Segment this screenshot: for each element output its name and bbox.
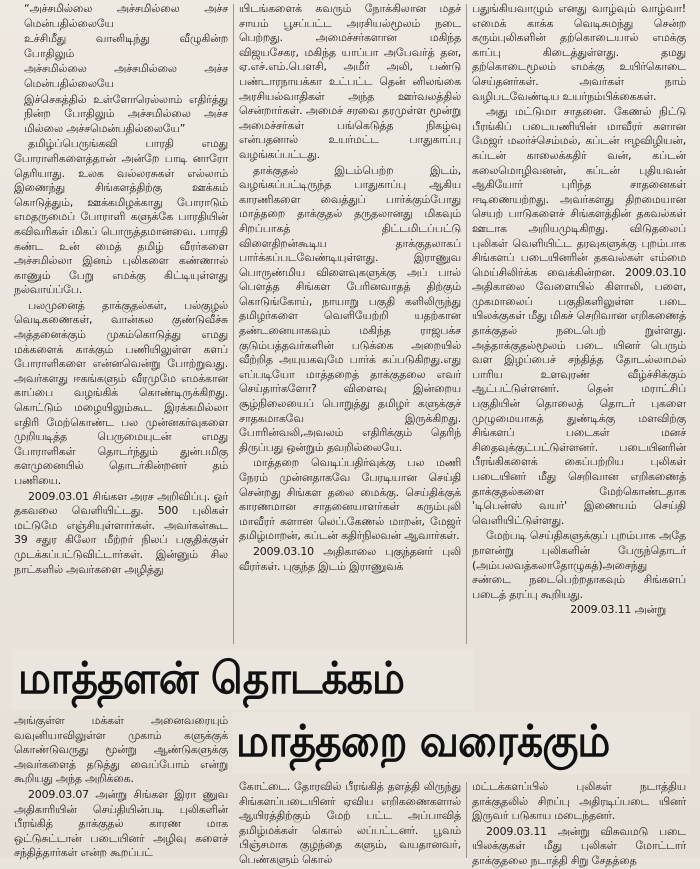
article-paragraph: மட்டக்களப்பில் புலிகள் நடாத்திய தாக்குதலில் சிறப்பு அதிரடிப்படை யினர் இருவர் படுகாய மடைந்தனர். (472, 780, 686, 823)
poem-line: இச்செகத்தில் உள்ளோரெல்லாம் எதிர்த்து நின்ற போதிலும் அச்சமில்லை அச்ச மில்லை அச்சமென்பதில்லையே” (24, 92, 228, 135)
headline-first: மாத்தளன் தொடக்கம் (18, 653, 404, 704)
column-divider (233, 4, 234, 644)
article-paragraph: 2009.03.10 அதிகாலை புகுந்தனர் புலி வீரர்கள். புகுந்த இடம் இராணுவக் (239, 544, 461, 573)
article-paragraph: அங்குள்ள மக்கள் அனைவரையும் வவுனியாவிலுள்ள முகாம் களுக்குக் கொண்டுவருது மூன்று ஆண்டுகளுக்கு அவர்களைத் தடுத்து வைப்போம் என்று கூறியது அந்த அறிக்கை. (14, 714, 228, 786)
article-paragraph: 2009.03.01 சிங்கள அரச அறிவிப்பு. ஓர் தகவலை வெளியிட்டது. 500 புலிகள் மட்டுமே எஞ்சியுள்ளார்கள். அவர்கள்கூட 39 சதுர கிலோ மீற்றர் நிலப் பகுதிக்குள் முடக்கப்பட்டுவிட்டார்கள். இன்னும் சில நாட்களில் அவர்களை அழித்து (14, 489, 228, 576)
poem-line: உச்சிமீது வானிடிந்து வீழுகின்ற போதிலும் (24, 32, 228, 60)
article-paragraph: பதுங்கியவாழும் எனது வாழ்வும் வாழ்வா! எமைக் காக்க வெடிசுமந்து சென்ற கரும்புலிகளின் தற்கொடையால் எமக்கு காப்பு கிடைத்துள்ளது. தமது தற்கொடைமூலம் எமக்கு உயிர்கொடை செய்தனர்கள். அவர்கள் நாம் வழிபடவேண்டிய உயர்நம்பிக்கைகள். (472, 2, 686, 103)
poem-line: “அச்சமில்லை அச்சமில்லை அச்ச மென்பதில்லையே (24, 2, 228, 30)
column-2-bottom (239, 780, 461, 866)
article-paragraph: 2009.03.07 அன்று சிங்கள இரா ணுவ அதிகாரியின் செய்தியின்படி புலிகளின் பீரங்கித் தாக்குதல் காரண மாக ஒட்டுசுட்டான் படையினர் அழிவு களைச் சந்தித்தார்கள் என்ற கூறப்பட் (14, 787, 228, 860)
column-2-top (239, 2, 461, 682)
article-paragraph: அது மட்டுமா சாதனை. கேணல் நிட்டு பீரங்கிப் படையணியின் மாவீரர் களான மேஜர் மலர்ச்செம்மல், கப்டன் ஈழவிழியன், கப்டன் காலைக்கதிர் வன், கப்டன் கலைமொழிவனன், கப்டன் புதியவன் ஆகியோர் புரிந்த சாதனைகள் ஈடிணையற்றது. அவர்களது திறமையான செயற் பாடுகளைச் சிங்களத்தின் தகவல்கள் ஊடாக அறியமுடிகிறது. விடுதலைப் புலிகள் வெளியிட்ட தரவுகளுக்கு புறம்பாக சிங்களப் படையினரின் தகவல்கள் எம்மை மெய்சிலிர்க்க வைக்கின்றன. 2009.03.10 அதிகாலை வேளையில் கிளாலி, பளை, முகமாலைப் பகுதிகளிலுள்ள படை யிலக்குகள் மீது மிகச் செறிவான எறிகணைத் தாக்குதல் நடைபெற் றுள்ளது. அத்தாக்குதல்மூலம் படை யினர் பெரும் வள இழப்பைச் சந்தித்த தோடல்லாமல் பாரிய உளவுரண் வீழ்ச்சிக்கும் ஆட்பட்டுள்ளனர். தென் மராட்சிப் பகுதியின் தொலைத் தொடர் புகளை முழுமையாகத் துண்டிக்கு மளவிற்கு சிங்களப் படைகள் மனச் சிதைவுக்குட்பட்டுள்ளனர். படையினரின் பீரங்கிகளைக் கைப்பற்றிய புலிகள் படையினர் மீது செறிவான எறிகணைத் தாக்குதல்களை மேற்கொண்டதாக 'டிபென்ஸ் வயர்' இணையம் செய்தி வெளியிட்டுள்ளது. (472, 105, 686, 527)
poem-line: அச்சமில்லை அச்சமில்லை அச்ச மென்பதில்லையே (24, 62, 228, 90)
column-divider (466, 782, 467, 858)
article-paragraph: யிடங்களைக் கவரும் நோக்கிலான மதச் சாயம் பூசப்பட்ட அரசியல்மூலம் நடை பெற்றது. அமைச்சர்களான மகிந்த விஜயசேகர, மகிந்த யாப்பா அபேவர்த் தன, ஏ.எச்.எம்.பௌசி, அமீர் அலி, பண்டு பண்டாரநாயக்கா உட்பட்ட தென் னிலங்கை அரசியல்வாதிகள் அந்த ஊர்வலத்தில் சென்றார்கள். அமைச் சரவை தரமுள்ள மூன்று அமைச்சர்கள் பங்கெடுத்த நிகழ்வு என்பதனால் உயர்மட்ட பாதுகாப்பு வழங்கப்பட்டது. (239, 2, 461, 161)
article-paragraph: தாக்குதல் இடம்பெற்ற இடம், வழங்கப்பட்டிருந்த பாதுகாப்பு ஆகிய காரணிகளை வைத்துப் பார்க்கும்போது மாத்தறை தாக்குதல் தருதலானது மிகவும் சிறப்பாகத் திட்டமிடப்பட்டு விளைதிறன்கூடிய தாக்குதலாகப் பார்க்கப்படவேண்டியுள்ளது. இராணுவ பொருண்மிய விளைவுகளுக்கு அப் பால் பௌத்த சிங்கள பேரினவாதத் திற்கும் கொடுங்கோய், நாயாறு பகுதி களிலிருந்து தமிழர்களை வெளியேற்றி யதற்கான தண்டனையாகவும் மகிந்த ராஜபக்ச குடும்பத்தவர்களின் படுக்கை அறையில் வீற்றித அயுயகவுமே பார்க் கப்படுகிறது.எது எப்படியோ மாத்தறைத் தாக்குதலை எவர் செய்தார்களோ? விளைவு இன்றைய சூழ்நிலையைப் பொறுத்து தமிழர் களுக்குச் சாதகமாகவே இருக்கிறது. போரின்வலி,அவலம் எதிரிக்கும் தெரிந் திருப்பது ஒன்றும் தவறில்லையே. (239, 163, 461, 454)
column-1-top (14, 2, 228, 650)
column-3-bottom (472, 780, 686, 867)
headline-second: மாத்தறை வரைக்கும் (236, 716, 610, 767)
article-paragraph: பலமுனைத் தாக்குதல்கள், பல்குழல் வெடிகணைகள், வான்கல குண்டுவீச்சு அத்தனைக்கும் முகம்கொடுத்து எமது மக்களைக் காக்கும் பணியிலுள்ள களப் போராளிகளை என்னவென்று போற்றுவது. அவர்களது ஈகங்களும் வீரமுமே எமக்கான காப்பை வழங்கிக் கொண்டிருக்கிறது. கொட்டும் மழையிலும்கூட இரக்கமில்லா எதிரி மேற்கொண்ட பல முன்னகர்வுகளை முறியடித்த பெருமையுடன் எமது போராளிகள் தொடர்ந்தும் துன்பமிகு களமுனையில் தொடர்கின்றனர் தம் பணியை. (14, 298, 228, 487)
column-divider (466, 4, 467, 644)
article-paragraph: 2009.03.11 அன்று விசுவமடு படை யிலக்குகள் மீது புலிகள் மோட்டார் தாக்குதலை நடாத்தி சிறு சேதத்தை (472, 824, 686, 867)
article-paragraph: கோட்டை. தோரவில் பீரங்கித் தளத்தி லிருந்து சிங்களப்படையினர் ஏவிய எறிகணைகளால் ஆயிரத்திற்கும் மேற் பட்ட அப்பாவித் தமிழ்மக்கள் கொல் லப்பட்டனர். பூவம் பிஞ்சமாக குழந்தை களும், வயதானவர், பெண்களும் கொல் (239, 780, 461, 866)
column-1-bottom (14, 714, 228, 858)
article-paragraph: 2009.03.11 அன்று (570, 603, 666, 617)
article-paragraph: தமிழ்ப்பெருங்கவி பாரதி எமது போராளிகளைத்தான் அன்றே பாடி னாரோ தெரியாது. உலக வல்லரசுகள் எல்லாம் இணைந்து சிங்களத்திற்கு ஊக்கம் கொடுத்தும், ஊக்கமிழக்காது போராடும் எமதருமைப் போராளி களுக்கே பாரதியின் கவிவரிகள் மிகப் பொருத்தமானவை. பாரதி கண்ட உன் மைத் தமிழ் வீரர்களை அச்சமில்லா இனம் புலிகளை கண்ணால் காணும் பேறு எமக்கு கிட்டியுள்ளது நல்வாய்ப்பே. (14, 137, 228, 297)
column-3-top (472, 2, 686, 690)
article-paragraph: மேற்படி செய்திகளுக்குப் புறம்பாக அதே நாளன்று புலிகளின் பேருந்தொடர் (அம்பலவத்கலாதோழுகத்)அசைந்து சண்டை நடைபெற்றதாகவும் சிங்களப் படைத் தரப்பு கூறியது. (472, 529, 686, 601)
article-paragraph: மாத்தறை வெடிப்பதிர்வுக்கு பல மணி நேரம் முன்னதாகவே பேரடியான செய்தி சென்றது சிங்கள தலை மைக்கு. செய்திக்குக் காரணமான சாதனையாளர்கள் கரும்புலி மாவீரர் களான லெப்.கேணல் மாறன், மேஜர் தமிழ்மாறன், கப்டன் கதிர்நிலவன் ஆவார்கள். (239, 456, 461, 543)
